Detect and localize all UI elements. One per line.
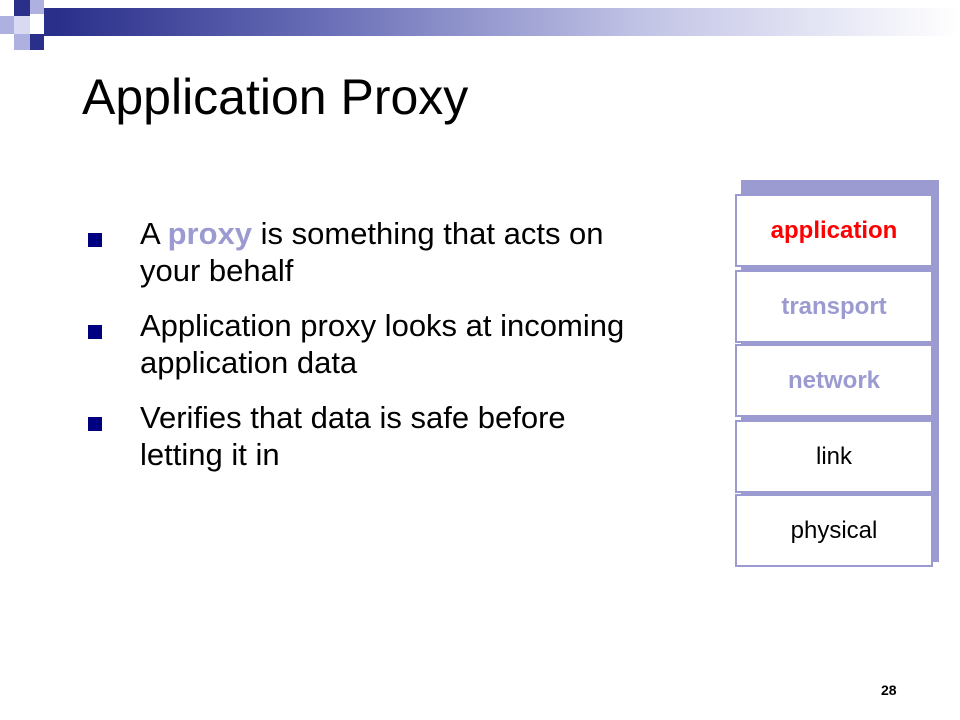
page-number: 28	[881, 682, 897, 698]
bullet-item	[88, 400, 648, 473]
deco-square	[14, 34, 30, 50]
layer-physical: physical	[735, 494, 933, 567]
header-gradient-bar	[58, 8, 960, 36]
deco-square	[14, 16, 30, 34]
bullet-text: Application proxy looks at incoming application data	[140, 308, 625, 380]
layer-network: network	[735, 344, 933, 417]
bullet-text-post: is something that acts on your behalf	[140, 216, 604, 288]
layer-link: link	[735, 420, 933, 493]
protocol-stack-diagram	[735, 180, 935, 570]
square-bullet-icon	[88, 233, 102, 247]
bullet-item	[88, 308, 648, 381]
deco-square	[44, 8, 58, 36]
bullet-list	[88, 216, 648, 492]
square-bullet-icon	[88, 325, 102, 339]
page-title: Application Proxy	[82, 69, 469, 125]
bullet-text: Verifies that data is safe before letting it in	[140, 400, 566, 472]
bullet-item	[88, 216, 648, 289]
deco-square	[0, 16, 14, 34]
bullet-text-pre: A	[140, 216, 168, 251]
header-decoration	[0, 0, 960, 60]
square-bullet-icon	[88, 417, 102, 431]
proxy-highlight: proxy	[167, 216, 253, 251]
deco-square	[30, 34, 44, 50]
deco-square	[14, 0, 30, 16]
deco-square	[30, 0, 44, 14]
layer-transport: transport	[735, 270, 933, 343]
layer-application: application	[735, 194, 933, 267]
